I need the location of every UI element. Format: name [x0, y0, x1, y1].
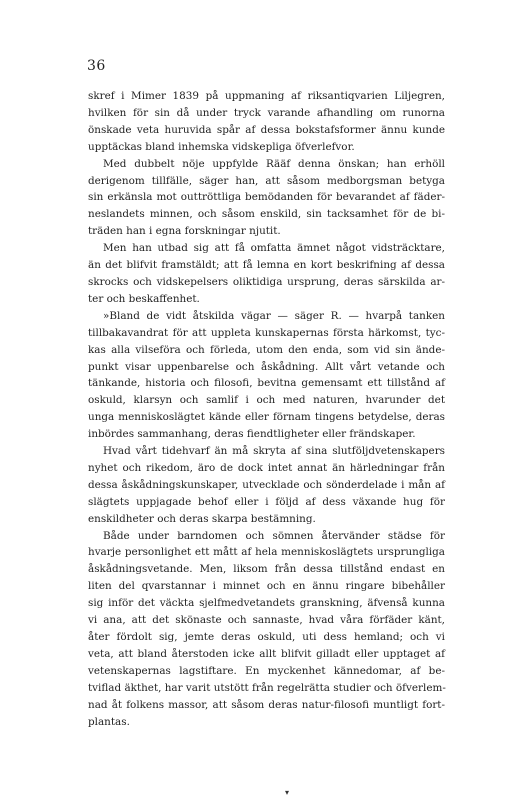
text-line: neslandets minnen, och såsom enskild, sin tacksamhet för de bi- — [88, 208, 445, 221]
text-line: nad åt folkens massor, att såsom deras natur-filosofi muntligt fort- — [88, 698, 445, 711]
text-line: Med dubbelt nöje uppfylde Rääf denna önskan; han erhöll — [103, 157, 445, 170]
text-line: veta, att bland återstoden icke allt blifvit gilladt eller upptaget af — [88, 647, 445, 660]
text-line: Men han utbad sig att få omfatta ämnet något vidsträcktare, — [103, 242, 445, 255]
text-line: Både under barndomen och sömnen återvänder städse för — [103, 529, 445, 542]
text-line: enskildheter och deras skarpa bestämning. — [88, 512, 316, 525]
body-text — [88, 88, 445, 730]
text-line: träden han i egna forskningar njutit. — [88, 225, 281, 238]
text-line: skrocks och vidskepelsers oliktidiga ursprung, deras särskilda ar- — [88, 275, 445, 288]
text-line: plantas. — [88, 715, 130, 728]
text-line: önskade veta huruvida spår af dessa bokstafsformer ännu kunde — [88, 123, 445, 136]
text-line: tviflad äkthet, har varit utstött från regelrätta studier och öfverlem- — [88, 681, 446, 694]
text-line: kas alla vilseföra och förleda, utom den enda, som vid sin ände- — [88, 343, 445, 356]
text-line: sin erkänsla mot outtröttliga bemödanden för bevarandet af fäder- — [88, 191, 445, 204]
text-line: vetenskapernas lagstiftare. En myckenhet kännedomar, af be- — [88, 664, 445, 677]
text-line: oskuld, klarsyn och samlif i och med naturen, hvarunder det — [88, 394, 445, 407]
text-line: inbördes sammanhang, deras fiendtligheter eller frändskaper. — [88, 428, 416, 441]
printer-mark: ▾ — [285, 788, 290, 797]
text-line: unga menniskoslägtet kände eller förnam tingens betydelse, deras — [88, 411, 445, 424]
text-line: hvarje personlighet ett mått af hela menniskoslägtets ursprungliga — [88, 546, 445, 559]
text-line: ter och beskaffenhet. — [88, 292, 200, 305]
text-line: derigenom tillfälle, säger han, att såsom medborgsman betyga — [88, 174, 445, 187]
text-line: liten del qvarstannar i minnet och en ännu ringare bibehåller — [88, 580, 445, 593]
text-line: åskådningsvetande. Men, liksom från dessa tillstånd endast en — [88, 563, 445, 576]
text-line: nyhet och rikedom, äro de dock intet annat än härledningar från — [88, 461, 445, 474]
text-line: tänkande, historia och filosofi, bevitna gemensamt ett tillstånd af — [88, 377, 445, 390]
text-line: skref i Mimer 1839 på uppmaning af riksantiqvarien Liljegren, — [88, 90, 445, 102]
page-number: 36 — [87, 58, 106, 74]
text-line: Hvad vårt tidehvarf än må skryta af sina slutföljdvetenskapers — [103, 445, 445, 458]
text-line: upptäckas bland inhemska vidskepliga öfverlefvor. — [88, 140, 355, 153]
text-line: än det blifvit framstäldt; att få lemna en kort beskrifning af dessa — [88, 259, 445, 272]
text-line: vi ana, att det skönaste och sannaste, hvad våra förfäder känt, — [88, 614, 445, 627]
text-line: dessa åskådningskunskaper, utvecklade och sönderdelade i mån af — [88, 478, 445, 491]
text-line: slägtets uppjagade behof eller i följd af dess växande hug för — [88, 495, 445, 508]
text-line: åter fördolt sig, jemte deras oskuld, uti dess hemland; och vi — [88, 631, 445, 643]
text-line: sig inför det väckta sjelfmedvetandets granskning, äfvenså kunna — [88, 597, 445, 610]
text-line: punkt visar uppenbarelse och åskådning. Allt vårt vetande och — [88, 360, 445, 373]
text-line: tillbakavandrat för att uppleta kunskapernas första härkomst, tyc- — [88, 326, 445, 339]
text-line: hvilken för sin då under tryck varande afhandling om runorna — [88, 106, 445, 119]
text-line: »Bland de vidt åtskilda vägar — säger R. — hvarpå tanken — [103, 309, 445, 322]
